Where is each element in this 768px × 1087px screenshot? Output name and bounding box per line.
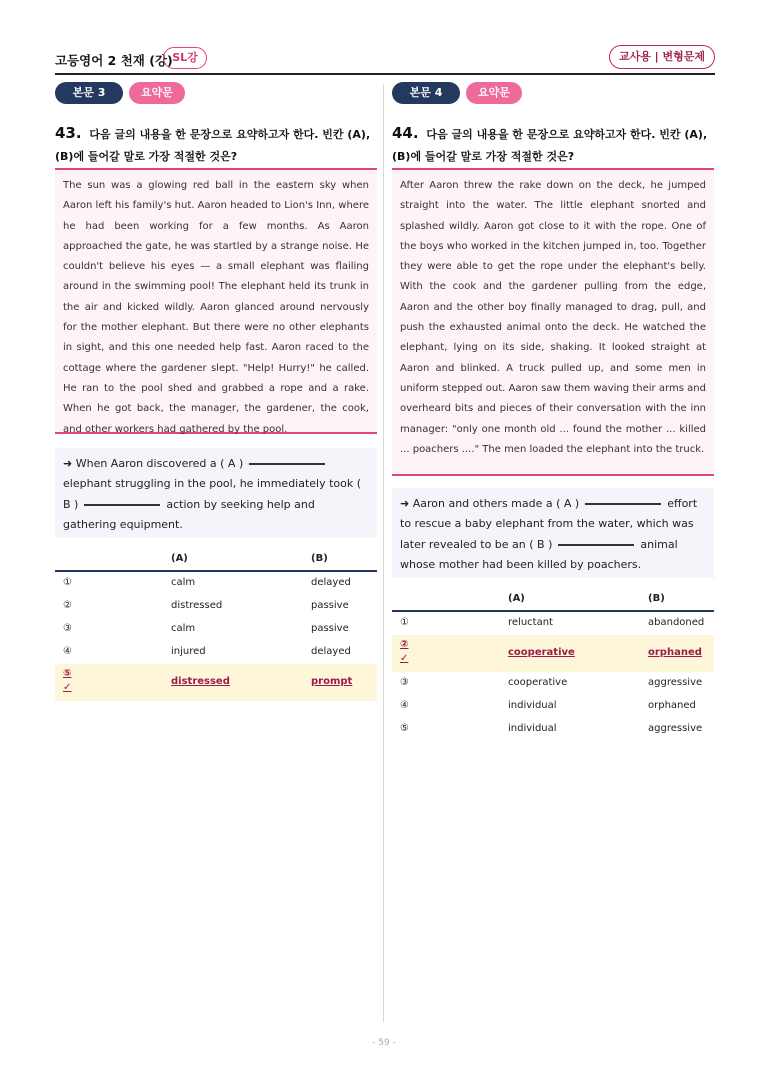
table-header: (A) (B)	[55, 548, 377, 572]
choice-number-correct: ⑤ ✓	[63, 668, 72, 693]
passage-text: After Aaron threw the rake down on the deck, he jumped straight into the water. The little elephant snorted and splashed wildly. Aaron got close to it with the rope. One of the boys who worked in the kitchen jumped in, too. Together they were able to get the rope under the elephant's belly. With the cook and the gardener pulling from the edge, Aaron and the other boy finally managed to drag, pull, and push the exhausted animal onto the deck. He watched the elephant, lying on its side, shaking. It looked straight at Aaron and blinked. A truck pulled up, and some men in uniform stepped out. Aaron saw them waving their arms and overheard bits and pieces of their conversation with the inn manager: "only one month old ... found the mother ... killed ... poachers ...." The men loaded the elephant into the truck.	[392, 168, 714, 476]
choice-number: ④	[63, 646, 72, 657]
arrow-icon: ➜	[63, 457, 73, 470]
table-row[interactable]: ④ injured delayed	[63, 646, 351, 657]
choice-number: ①	[400, 617, 409, 628]
summary-box	[55, 448, 377, 538]
blank-b	[84, 504, 160, 506]
summary-part-1: When Aaron discovered a ( A )	[75, 457, 244, 470]
summary-part-3: action by seeking help and gathering equipment.	[63, 497, 315, 532]
table-row[interactable]: ② distressed passive	[63, 600, 349, 611]
type-pill: 요약문	[466, 82, 522, 104]
summary-box	[392, 488, 714, 578]
choice-number-correct: ② ✓	[400, 639, 409, 664]
sl-badge: SL강	[163, 47, 207, 69]
textbook-title: 고등영어 2 천재 (강)	[55, 53, 173, 68]
table-row[interactable]: ① reluctant abandoned	[400, 617, 705, 628]
question-prompt	[55, 122, 377, 168]
table-row-correct[interactable]: ⑤ ✓ distressed prompt	[55, 664, 377, 701]
choice-number: ⑤	[400, 723, 409, 734]
answer-table	[392, 588, 714, 741]
blank-a	[249, 463, 325, 465]
choice-number: ①	[63, 577, 72, 588]
column-divider	[383, 84, 384, 1022]
question-text: 다음 글의 내용을 한 문장으로 요약하고자 한다. 빈칸 (A), (B)에 들어갈 말로 가장 적절한 것은?	[55, 128, 371, 163]
arrow-icon: ➜	[400, 497, 410, 510]
question-text: 다음 글의 내용을 한 문장으로 요약하고자 한다. 빈칸 (A), (B)에 들어갈 말로 가장 적절한 것은?	[392, 128, 708, 163]
blank-a	[585, 503, 661, 505]
passage-pill: 본문 4	[392, 82, 460, 104]
summary-part-3: animal whose mother had been killed by poachers.	[400, 537, 678, 572]
summary-part-2: effort to rescue a baby elephant from the water, which was later revealed to be an ( B )	[400, 497, 698, 551]
table-row[interactable]: ④ individual orphaned	[400, 700, 696, 711]
summary-part-1: Aaron and others made a ( A )	[412, 497, 580, 510]
choice-number: ②	[63, 600, 72, 611]
teacher-badge: 교사용 | 변형문제	[609, 45, 715, 69]
table-row-correct[interactable]: ② ✓ cooperative orphaned	[392, 635, 714, 672]
table-header: (A) (B)	[392, 588, 714, 612]
table-row[interactable]: ③ cooperative aggressive	[400, 677, 703, 688]
choice-number: ③	[400, 677, 409, 688]
question-number: 43.	[55, 124, 82, 142]
table-row[interactable]: ⑤ individual aggressive	[400, 723, 703, 734]
choice-number: ③	[63, 623, 72, 634]
answer-table	[55, 548, 377, 701]
page-header	[55, 45, 715, 75]
blank-b	[558, 544, 634, 546]
choice-number: ④	[400, 700, 409, 711]
question-prompt	[392, 122, 714, 168]
type-pill: 요약문	[129, 82, 185, 104]
table-row[interactable]: ① calm delayed	[63, 577, 351, 588]
passage-pill: 본문 3	[55, 82, 123, 104]
page-number: - 59 -	[372, 1038, 396, 1048]
passage-text: The sun was a glowing red ball in the eastern sky when Aaron left his family's hut. Aaron headed to Lion's Inn, where he had been working for a few months. As Aaron approached the gate, he was startled by a strange noise. He couldn't believe his eyes — a small elephant was flailing around in the swimming pool! The elephant held its trunk in the air and kicked wildly. Aaron glanced around nervously for the mother elephant. But there were no other elephants in sight, and this one needed help fast. Aaron raced to the cottage where the gardener slept. "Help! Hurry!" he called. He ran to the pool shed and grabbed a rope and a rake. When he got back, the manager, the gardener, the cook, and other workers had gathered by the pool.	[55, 168, 377, 434]
question-number: 44.	[392, 124, 419, 142]
table-row[interactable]: ③ calm passive	[63, 623, 349, 634]
summary-part-2: elephant struggling in the pool, he immediately took ( B )	[63, 477, 362, 511]
header-rule	[55, 73, 715, 75]
